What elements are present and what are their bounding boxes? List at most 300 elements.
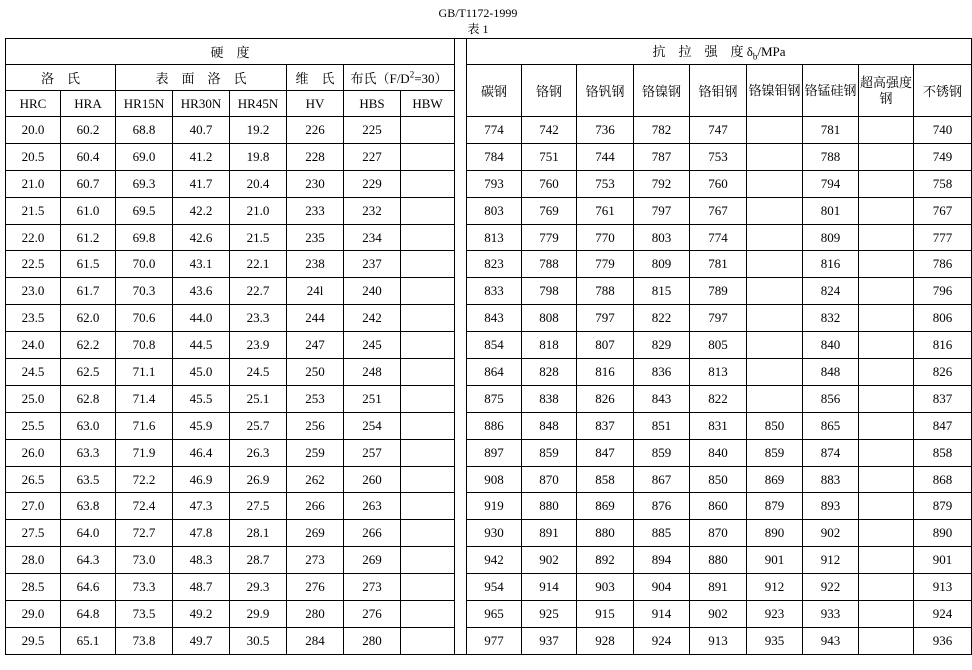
table-cell: 60.7 — [61, 170, 116, 197]
table-cell: 770 — [577, 224, 634, 251]
table-cell: 798 — [522, 278, 577, 305]
table-cell: 22.7 — [230, 278, 287, 305]
table-cell: 880 — [577, 520, 634, 547]
table-cell: 71.4 — [116, 385, 173, 412]
table-cell — [859, 359, 914, 386]
steel-header-stainless: 不锈钢 — [914, 65, 972, 117]
table-cell: 60.2 — [61, 117, 116, 144]
table-cell — [747, 332, 803, 359]
table-cell: 913 — [914, 574, 972, 601]
table-cell: 891 — [522, 520, 577, 547]
table-cell — [747, 359, 803, 386]
table-row — [6, 493, 972, 520]
table-cell: 942 — [467, 547, 522, 574]
table-cell — [747, 143, 803, 170]
table-cell: 26.0 — [6, 439, 61, 466]
column-separator — [455, 143, 467, 170]
table-cell: 744 — [577, 143, 634, 170]
table-cell — [859, 412, 914, 439]
table-cell — [859, 251, 914, 278]
table-cell: 840 — [803, 332, 859, 359]
table-row — [6, 278, 972, 305]
column-separator — [455, 412, 467, 439]
table-cell: 254 — [344, 412, 401, 439]
table-cell: 847 — [914, 412, 972, 439]
table-cell: 902 — [690, 601, 747, 628]
table-cell: 742 — [522, 117, 577, 144]
table-cell: 859 — [634, 439, 690, 466]
table-cell: 815 — [634, 278, 690, 305]
table-row — [6, 439, 972, 466]
table-cell: 777 — [914, 224, 972, 251]
table-cell — [747, 197, 803, 224]
column-separator — [455, 278, 467, 305]
col-hr30n: HR30N — [173, 91, 230, 117]
table-cell: 828 — [522, 359, 577, 386]
table-cell: 801 — [803, 197, 859, 224]
steel-header-cr-mn-si: 铬锰硅钢 — [803, 65, 859, 117]
table-cell: 23.9 — [230, 332, 287, 359]
table-cell: 23.5 — [6, 305, 61, 332]
table-cell: 965 — [467, 601, 522, 628]
table-cell: 794 — [803, 170, 859, 197]
table-cell: 233 — [287, 197, 344, 224]
col-hrc: HRC — [6, 91, 61, 117]
table-cell: 41.2 — [173, 143, 230, 170]
table-cell: 937 — [522, 627, 577, 654]
table-cell: 69.5 — [116, 197, 173, 224]
table-row — [6, 143, 972, 170]
table-row — [6, 170, 972, 197]
table-cell: 924 — [914, 601, 972, 628]
table-cell: 44.0 — [173, 305, 230, 332]
table-cell: 276 — [344, 601, 401, 628]
table-cell: 864 — [467, 359, 522, 386]
table-row — [6, 385, 972, 412]
table-cell: 840 — [690, 439, 747, 466]
table-cell: 62.5 — [61, 359, 116, 386]
table-cell: 284 — [287, 627, 344, 654]
table-cell: 793 — [467, 170, 522, 197]
table-cell: 62.0 — [61, 305, 116, 332]
table-cell — [859, 439, 914, 466]
table-cell: 758 — [914, 170, 972, 197]
table-cell: 29.0 — [6, 601, 61, 628]
col-hr15n: HR15N — [116, 91, 173, 117]
table-cell: 797 — [634, 197, 690, 224]
table-cell — [747, 224, 803, 251]
table-cell: 41.7 — [173, 170, 230, 197]
col-hr45n: HR45N — [230, 91, 287, 117]
table-row — [6, 466, 972, 493]
column-separator — [455, 359, 467, 386]
table-cell: 260 — [344, 466, 401, 493]
table-cell: 858 — [577, 466, 634, 493]
table-cell: 21.0 — [230, 197, 287, 224]
tensile-strength-group-header: 抗 拉 强 度 $\delta_b$/MPa — [467, 39, 972, 65]
table-cell: 912 — [747, 574, 803, 601]
table-cell: 784 — [467, 143, 522, 170]
table-cell: 903 — [577, 574, 634, 601]
table-cell: 64.3 — [61, 547, 116, 574]
table-cell — [401, 170, 455, 197]
table-cell: 779 — [577, 251, 634, 278]
table-cell: 48.3 — [173, 547, 230, 574]
table-cell: 27.0 — [6, 493, 61, 520]
table-cell: 788 — [577, 278, 634, 305]
table-cell: 935 — [747, 627, 803, 654]
vickers-header: 维 氏 — [287, 65, 344, 91]
table-cell: 63.8 — [61, 493, 116, 520]
steel-header-chromium: 铬钢 — [522, 65, 577, 117]
table-cell: 70.8 — [116, 332, 173, 359]
column-separator — [455, 332, 467, 359]
table-cell: 936 — [914, 627, 972, 654]
table-cell: 883 — [803, 466, 859, 493]
table-cell: 230 — [287, 170, 344, 197]
table-cell: 781 — [690, 251, 747, 278]
table-cell — [859, 197, 914, 224]
table-cell: 48.7 — [173, 574, 230, 601]
table-cell: 870 — [690, 520, 747, 547]
table-cell: 70.6 — [116, 305, 173, 332]
table-cell: 915 — [577, 601, 634, 628]
hardness-group-header: 硬 度 — [6, 39, 455, 65]
table-cell: 71.9 — [116, 439, 173, 466]
table-cell: 851 — [634, 412, 690, 439]
table-cell: 46.9 — [173, 466, 230, 493]
table-row — [6, 601, 972, 628]
table-cell: 269 — [287, 520, 344, 547]
table-cell: 850 — [747, 412, 803, 439]
table-cell: 859 — [522, 439, 577, 466]
column-separator — [455, 574, 467, 601]
table-cell: 914 — [522, 574, 577, 601]
table-cell: 61.7 — [61, 278, 116, 305]
table-cell: 20.4 — [230, 170, 287, 197]
steel-header-chromium-nickel: 铬镍钢 — [634, 65, 690, 117]
table-cell: 836 — [634, 359, 690, 386]
table-cell — [859, 117, 914, 144]
column-separator — [455, 224, 467, 251]
table-row — [6, 359, 972, 386]
table-cell: 65.1 — [61, 627, 116, 654]
table-cell: 273 — [287, 547, 344, 574]
table-cell: 47.3 — [173, 493, 230, 520]
table-cell: 832 — [803, 305, 859, 332]
table-cell: 922 — [803, 574, 859, 601]
table-cell: 779 — [522, 224, 577, 251]
table-cell: 894 — [634, 547, 690, 574]
table-cell: 879 — [914, 493, 972, 520]
table-cell: 235 — [287, 224, 344, 251]
table-cell: 22.1 — [230, 251, 287, 278]
table-cell: 753 — [577, 170, 634, 197]
table-row — [6, 117, 972, 144]
table-cell: 736 — [577, 117, 634, 144]
table-cell: 943 — [803, 627, 859, 654]
table-cell: 234 — [344, 224, 401, 251]
table-row — [6, 520, 972, 547]
table-cell — [859, 574, 914, 601]
standard-code: GB/T1172-1999 — [438, 6, 518, 20]
table-cell: 262 — [287, 466, 344, 493]
table-cell: 886 — [467, 412, 522, 439]
table-cell: 62.8 — [61, 385, 116, 412]
table-row — [6, 627, 972, 654]
steel-header-chromium-vanadium: 铬钒钢 — [577, 65, 634, 117]
table-cell — [401, 412, 455, 439]
table-cell: 870 — [522, 466, 577, 493]
table-cell: 24.0 — [6, 332, 61, 359]
table-cell: 24.5 — [230, 359, 287, 386]
column-separator — [455, 627, 467, 654]
table-cell: 760 — [690, 170, 747, 197]
table-cell: 68.8 — [116, 117, 173, 144]
table-cell: 21.5 — [6, 197, 61, 224]
table-cell: 858 — [914, 439, 972, 466]
table-cell — [859, 332, 914, 359]
table-cell: 45.5 — [173, 385, 230, 412]
table-cell: 902 — [522, 547, 577, 574]
table-cell: 747 — [690, 117, 747, 144]
table-cell: 26.3 — [230, 439, 287, 466]
table-cell: 823 — [467, 251, 522, 278]
table-row — [6, 305, 972, 332]
table-cell: 25.1 — [230, 385, 287, 412]
table-cell — [401, 332, 455, 359]
table-cell: 856 — [803, 385, 859, 412]
column-separator — [455, 305, 467, 332]
table-cell: 808 — [522, 305, 577, 332]
table-cell: 240 — [344, 278, 401, 305]
table-cell: 792 — [634, 170, 690, 197]
table-cell: 919 — [467, 493, 522, 520]
table-cell: 797 — [690, 305, 747, 332]
steel-header-carbon: 碳钢 — [467, 65, 522, 117]
table-cell: 28.7 — [230, 547, 287, 574]
table-cell — [401, 520, 455, 547]
table-cell: 250 — [287, 359, 344, 386]
table-cell: 70.0 — [116, 251, 173, 278]
table-cell: 69.8 — [116, 224, 173, 251]
steel-header-chromium-molybdenum: 铬钼钢 — [690, 65, 747, 117]
table-cell: 848 — [803, 359, 859, 386]
table-cell: 237 — [344, 251, 401, 278]
table-row — [6, 547, 972, 574]
table-cell: 280 — [344, 627, 401, 654]
table-cell: 63.5 — [61, 466, 116, 493]
hardness-conversion-table — [5, 38, 972, 655]
table-cell — [401, 574, 455, 601]
table-cell: 854 — [467, 332, 522, 359]
table-cell: 27.5 — [230, 493, 287, 520]
table-cell — [401, 143, 455, 170]
table-cell: 43.1 — [173, 251, 230, 278]
column-separator — [455, 117, 467, 144]
table-cell: 229 — [344, 170, 401, 197]
table-cell: 902 — [803, 520, 859, 547]
table-cell: 818 — [522, 332, 577, 359]
table-cell — [401, 466, 455, 493]
table-cell: 838 — [522, 385, 577, 412]
table-cell: 19.2 — [230, 117, 287, 144]
table-cell: 228 — [287, 143, 344, 170]
table-cell: 788 — [522, 251, 577, 278]
table-cell — [859, 493, 914, 520]
table-cell: 933 — [803, 601, 859, 628]
table-cell: 22.0 — [6, 224, 61, 251]
table-cell: 885 — [634, 520, 690, 547]
table-cell: 64.0 — [61, 520, 116, 547]
table-cell: 789 — [690, 278, 747, 305]
table-cell: 61.2 — [61, 224, 116, 251]
table-cell: 227 — [344, 143, 401, 170]
col-hbs: HBS — [344, 91, 401, 117]
table-cell: 901 — [747, 547, 803, 574]
table-cell: 266 — [344, 520, 401, 547]
table-cell: 49.2 — [173, 601, 230, 628]
table-cell — [401, 601, 455, 628]
table-cell: 42.2 — [173, 197, 230, 224]
table-cell: 806 — [914, 305, 972, 332]
table-cell: 880 — [522, 493, 577, 520]
table-cell: 751 — [522, 143, 577, 170]
column-separator — [455, 547, 467, 574]
table-cell: 813 — [467, 224, 522, 251]
table-row — [6, 197, 972, 224]
table-cell: 20.5 — [6, 143, 61, 170]
column-separator — [455, 251, 467, 278]
table-cell: 782 — [634, 117, 690, 144]
table-cell: 837 — [914, 385, 972, 412]
table-cell: 259 — [287, 439, 344, 466]
table-cell: 225 — [344, 117, 401, 144]
table-cell — [859, 143, 914, 170]
table-cell: 63.0 — [61, 412, 116, 439]
table-cell: 71.6 — [116, 412, 173, 439]
table-cell: 28.0 — [6, 547, 61, 574]
table-cell: 868 — [914, 466, 972, 493]
table-cell — [747, 278, 803, 305]
table-cell: 890 — [914, 520, 972, 547]
table-cell: 29.9 — [230, 601, 287, 628]
table-cell: 897 — [467, 439, 522, 466]
table-cell: 787 — [634, 143, 690, 170]
table-cell — [859, 385, 914, 412]
table-cell: 788 — [803, 143, 859, 170]
table-cell: 760 — [522, 170, 577, 197]
table-cell: 876 — [634, 493, 690, 520]
table-cell: 44.5 — [173, 332, 230, 359]
table-cell: 61.0 — [61, 197, 116, 224]
table-cell: 913 — [690, 627, 747, 654]
table-cell: 753 — [690, 143, 747, 170]
table-cell — [401, 493, 455, 520]
column-separator — [455, 520, 467, 547]
table-cell: 21.0 — [6, 170, 61, 197]
table-cell: 30.5 — [230, 627, 287, 654]
table-label: 表 1 — [467, 22, 489, 36]
table-cell — [747, 170, 803, 197]
table-cell: 43.6 — [173, 278, 230, 305]
table-cell: 850 — [690, 466, 747, 493]
table-cell: 859 — [747, 439, 803, 466]
table-cell: 29.3 — [230, 574, 287, 601]
table-cell: 829 — [634, 332, 690, 359]
table-cell: 912 — [803, 547, 859, 574]
table-cell: 28.5 — [6, 574, 61, 601]
table-cell: 867 — [634, 466, 690, 493]
table-row — [6, 332, 972, 359]
table-cell — [401, 359, 455, 386]
table-cell: 901 — [914, 547, 972, 574]
table-cell: 251 — [344, 385, 401, 412]
table-cell: 253 — [287, 385, 344, 412]
table-cell: 892 — [577, 547, 634, 574]
table-cell: 908 — [467, 466, 522, 493]
column-separator — [455, 170, 467, 197]
table-cell: 822 — [690, 385, 747, 412]
table-cell: 954 — [467, 574, 522, 601]
table-cell: 893 — [803, 493, 859, 520]
table-cell: 69.0 — [116, 143, 173, 170]
table-cell — [401, 278, 455, 305]
table-cell — [401, 197, 455, 224]
table-cell: 26.5 — [6, 466, 61, 493]
table-cell: 27.5 — [6, 520, 61, 547]
col-hbw: HBW — [401, 91, 455, 117]
table-cell: 824 — [803, 278, 859, 305]
table-cell: 70.3 — [116, 278, 173, 305]
table-cell: 924 — [634, 627, 690, 654]
table-cell: 20.0 — [6, 117, 61, 144]
column-separator — [455, 466, 467, 493]
table-cell — [859, 601, 914, 628]
table-cell: 257 — [344, 439, 401, 466]
table-cell: 226 — [287, 117, 344, 144]
table-cell: 813 — [690, 359, 747, 386]
table-cell: 860 — [690, 493, 747, 520]
table-cell — [401, 305, 455, 332]
table-cell: 25.7 — [230, 412, 287, 439]
table-cell — [401, 547, 455, 574]
column-separator — [455, 601, 467, 628]
table-cell — [859, 627, 914, 654]
table-cell: 809 — [634, 251, 690, 278]
table-cell: 767 — [914, 197, 972, 224]
table-cell — [859, 305, 914, 332]
table-cell: 890 — [747, 520, 803, 547]
table-row — [6, 574, 972, 601]
table-cell: 63.3 — [61, 439, 116, 466]
table-cell: 875 — [467, 385, 522, 412]
table-cell: 269 — [344, 547, 401, 574]
rockwell-header: 洛 氏 — [6, 65, 116, 91]
table-cell — [859, 466, 914, 493]
table-cell — [401, 117, 455, 144]
table-cell: 847 — [577, 439, 634, 466]
table-cell: 46.4 — [173, 439, 230, 466]
table-cell: 767 — [690, 197, 747, 224]
table-cell: 71.1 — [116, 359, 173, 386]
table-cell: 24l — [287, 278, 344, 305]
column-separator — [455, 197, 467, 224]
table-cell: 248 — [344, 359, 401, 386]
col-hv: HV — [287, 91, 344, 117]
table-cell: 62.2 — [61, 332, 116, 359]
table-cell: 72.2 — [116, 466, 173, 493]
